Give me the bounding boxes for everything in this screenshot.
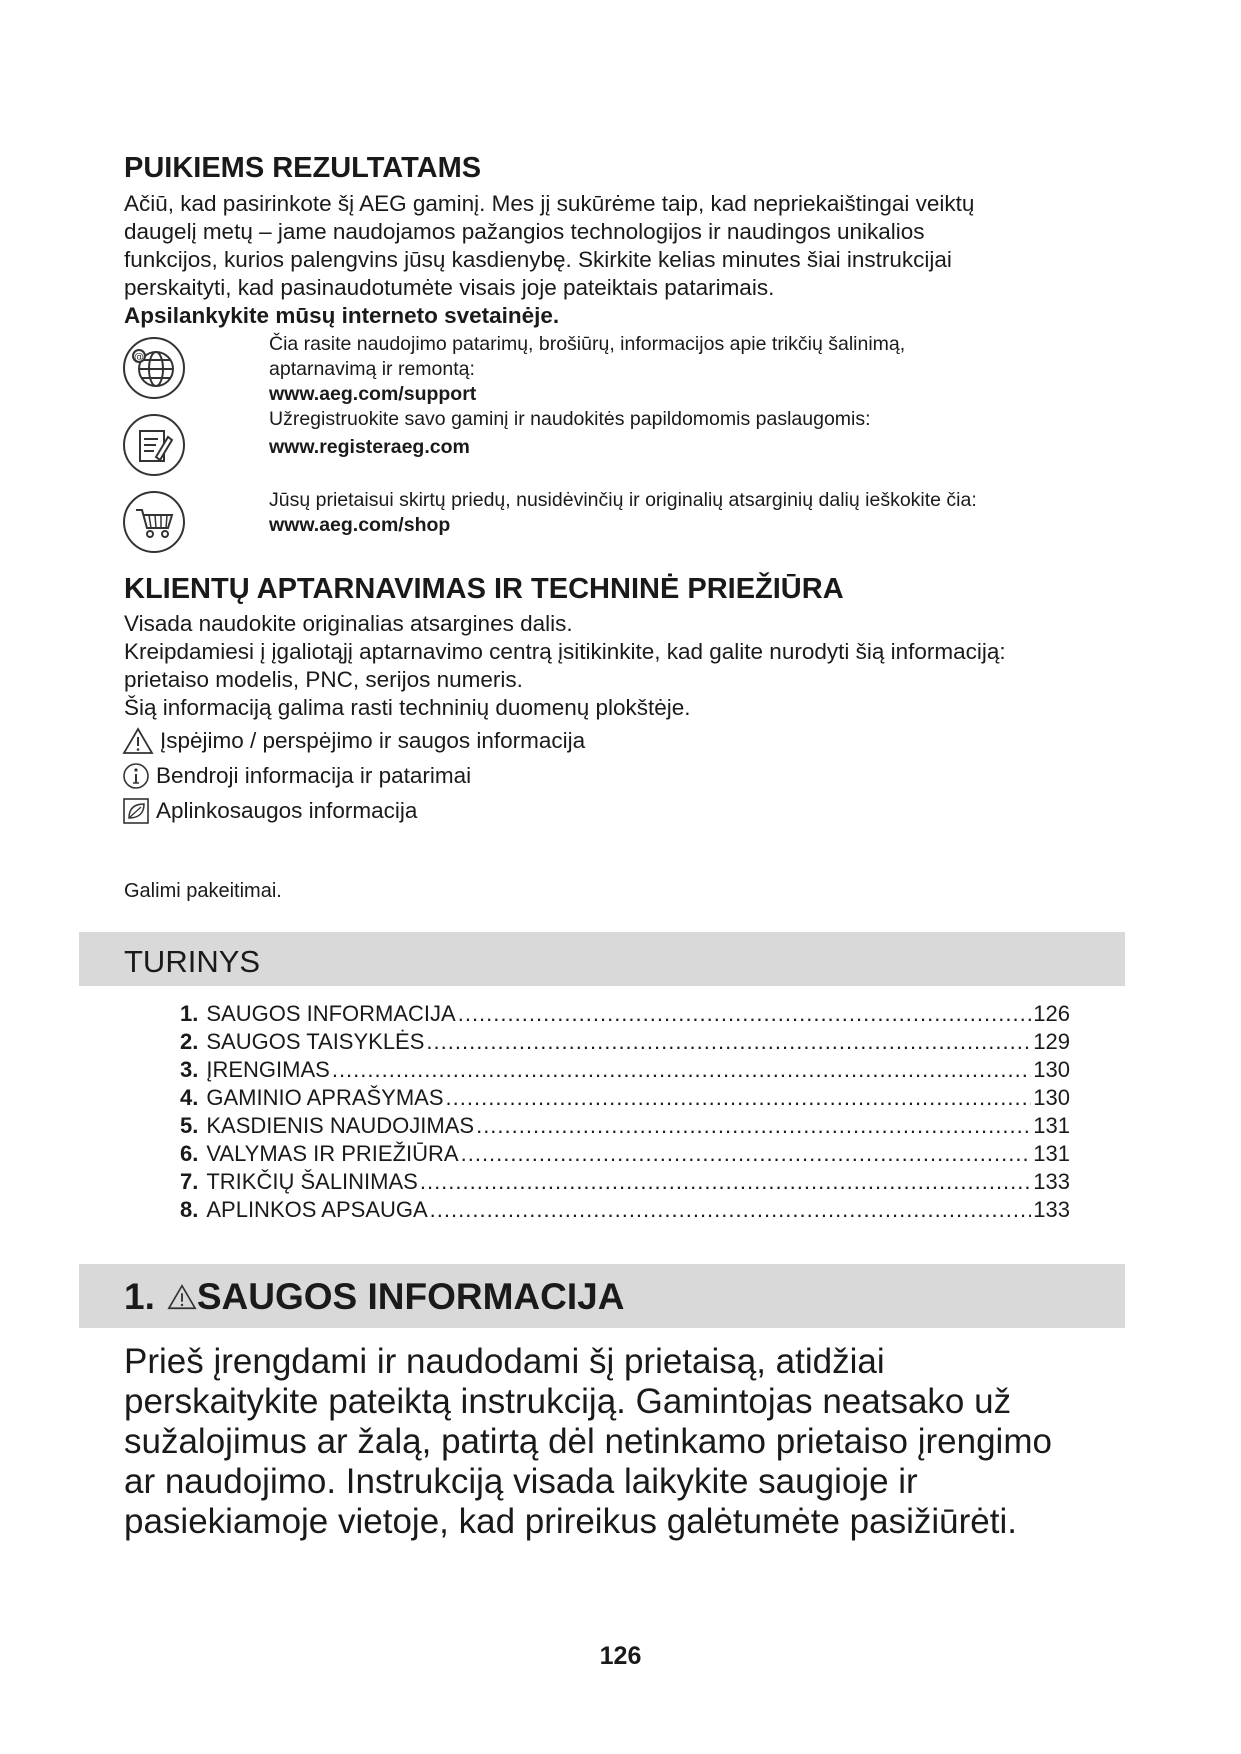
toc-item-number: 3. bbox=[180, 1057, 199, 1082]
intro-line: Ačiū, kad pasirinkote šį AEG gaminį. Mes jį sukūrėme taip, kad nepriekaištingai veiktų bbox=[124, 191, 975, 216]
toc-leader-dots bbox=[332, 1056, 1031, 1084]
section1-number: 1. bbox=[124, 1276, 155, 1317]
changes-note: Galimi pakeitimai. bbox=[124, 880, 282, 902]
section1-line: sužalojimus ar žalą, patirtą dėl netinkamo prietaiso įrengimo bbox=[124, 1422, 1052, 1461]
toc-item-number: 4. bbox=[180, 1085, 199, 1110]
toc-leader-dots bbox=[476, 1112, 1031, 1140]
section1-title-text: SAUGOS INFORMACIJA bbox=[196, 1276, 625, 1317]
toc-item-number: 7. bbox=[180, 1169, 199, 1194]
service-line: Šią informaciją galima rasti techninių duomenų plokštėje. bbox=[124, 695, 691, 720]
globe-icon bbox=[122, 336, 186, 400]
toc-item-number: 8. bbox=[180, 1197, 199, 1222]
toc-item-page: 129 bbox=[1033, 1029, 1070, 1054]
legend-label: Aplinkosaugos informacija bbox=[156, 798, 418, 823]
intro-line: daugelį metų – jame naudojamos pažangios technologijos ir naudingos unikalios bbox=[124, 219, 925, 244]
toc-item[interactable] bbox=[180, 1000, 1070, 1028]
toc-leader-dots bbox=[458, 1000, 1032, 1028]
legend-label: Bendroji informacija ir patarimai bbox=[156, 763, 472, 788]
toc-item-page: 133 bbox=[1033, 1169, 1070, 1194]
intro-paragraph bbox=[124, 190, 1124, 330]
page-number: 126 bbox=[599, 1642, 642, 1670]
service-line: Kreipdamiesi į įgaliotąjį aptarnavimo centrą įsitikinkite, kad galite nurodyti šią informaciją: bbox=[124, 639, 1006, 664]
register-icon bbox=[122, 413, 186, 477]
toc-leader-dots bbox=[461, 1140, 1032, 1168]
toc-item-label: APLINKOS APSAUGA bbox=[206, 1197, 428, 1222]
shop-text: Jūsų prietaisui skirtų priedų, nusidėvinčių ir originalių atsarginių dalių ieškokite čia: bbox=[269, 489, 977, 511]
toc-leader-dots bbox=[446, 1084, 1032, 1112]
warning-icon bbox=[122, 727, 154, 755]
toc-title: TURINYS bbox=[124, 944, 261, 979]
intro-line: perskaityti, kad pasinaudotumėte visais joje pateiktais patarimais. bbox=[124, 275, 775, 300]
toc-item[interactable] bbox=[180, 1056, 1070, 1084]
section1-line: pasiekiamoje vietoje, kad prireikus galėtumėte pasižiūrėti. bbox=[124, 1502, 1017, 1541]
svg-text:@: @ bbox=[134, 352, 144, 363]
toc-item[interactable] bbox=[180, 1140, 1070, 1168]
service-heading: KLIENTŲ APTARNAVIMAS IR TECHNINĖ PRIEŽIŪRA bbox=[124, 573, 844, 605]
toc-item-label: VALYMAS IR PRIEŽIŪRA bbox=[206, 1141, 459, 1166]
register-link[interactable]: www.registeraeg.com bbox=[269, 436, 470, 458]
section1-line: perskaitykite pateiktą instrukciją. Gamintojas neatsako už bbox=[124, 1382, 1012, 1421]
toc-item[interactable] bbox=[180, 1112, 1070, 1140]
shop-info bbox=[269, 488, 1129, 538]
toc-item-label: SAUGOS TAISYKLĖS bbox=[206, 1029, 425, 1054]
support-text: aptarnavimą ir remontą: bbox=[269, 358, 475, 380]
service-paragraph bbox=[124, 610, 1124, 722]
cart-icon bbox=[122, 490, 186, 554]
toc-item-number: 1. bbox=[180, 1001, 199, 1026]
intro-heading: PUIKIEMS REZULTATAMS bbox=[124, 152, 482, 184]
section1-line: ar naudojimo. Instrukciją visada laikykite saugioje ir bbox=[124, 1462, 918, 1501]
toc-item-label: TRIKČIŲ ŠALINIMAS bbox=[206, 1169, 418, 1194]
toc-item-page: 130 bbox=[1033, 1085, 1070, 1110]
section1-body bbox=[124, 1342, 1124, 1542]
section1-line: Prieš įrengdami ir naudodami šį prietaisą, atidžiai bbox=[124, 1342, 885, 1381]
toc-item-number: 5. bbox=[180, 1113, 199, 1138]
toc-item[interactable] bbox=[180, 1084, 1070, 1112]
toc-item-label: KASDIENIS NAUDOJIMAS bbox=[206, 1113, 475, 1138]
section1-title bbox=[124, 1276, 624, 1318]
toc-item-label: ĮRENGIMAS bbox=[206, 1057, 330, 1082]
toc-item-page: 130 bbox=[1033, 1057, 1070, 1082]
legend-label: Įspėjimo / perspėjimo ir saugos informacija bbox=[160, 728, 586, 753]
toc-list bbox=[180, 1000, 1070, 1224]
warning-icon bbox=[167, 1283, 197, 1311]
register-text: Užregistruokite savo gaminį ir naudokitės papildomomis paslaugomis: bbox=[269, 408, 871, 430]
toc-item[interactable] bbox=[180, 1028, 1070, 1056]
leaf-icon bbox=[122, 797, 150, 825]
legend-info bbox=[122, 762, 471, 790]
intro-line: funkcijos, kurios palengvins jūsų kasdienybę. Skirkite kelias minutes šiai instrukcijai bbox=[124, 247, 952, 272]
toc-leader-dots bbox=[430, 1196, 1032, 1224]
toc-leader-dots bbox=[426, 1028, 1031, 1056]
toc-item-page: 133 bbox=[1033, 1197, 1070, 1222]
support-link[interactable]: www.aeg.com/support bbox=[269, 383, 477, 405]
support-info bbox=[269, 332, 1129, 460]
legend-environment bbox=[122, 797, 417, 825]
toc-leader-dots bbox=[420, 1168, 1031, 1196]
service-line: Visada naudokite originalias atsargines dalis. bbox=[124, 611, 573, 636]
toc-item[interactable] bbox=[180, 1196, 1070, 1224]
toc-item-page: 126 bbox=[1033, 1001, 1070, 1026]
toc-item-label: SAUGOS INFORMACIJA bbox=[206, 1001, 456, 1026]
toc-item-page: 131 bbox=[1033, 1113, 1070, 1138]
toc-item-number: 6. bbox=[180, 1141, 199, 1166]
info-icon bbox=[122, 762, 150, 790]
toc-item[interactable] bbox=[180, 1168, 1070, 1196]
toc-item-page: 131 bbox=[1033, 1141, 1070, 1166]
visit-website-text: Apsilankykite mūsų interneto svetainėje. bbox=[124, 303, 560, 328]
support-text: Čia rasite naudojimo patarimų, brošiūrų, informacijos apie trikčių šalinimą, bbox=[269, 333, 906, 355]
toc-item-number: 2. bbox=[180, 1029, 199, 1054]
toc-item-label: GAMINIO APRAŠYMAS bbox=[206, 1085, 444, 1110]
shop-link[interactable]: www.aeg.com/shop bbox=[269, 514, 451, 536]
legend-warning bbox=[122, 727, 585, 755]
service-line: prietaiso modelis, PNC, serijos numeris. bbox=[124, 667, 523, 692]
